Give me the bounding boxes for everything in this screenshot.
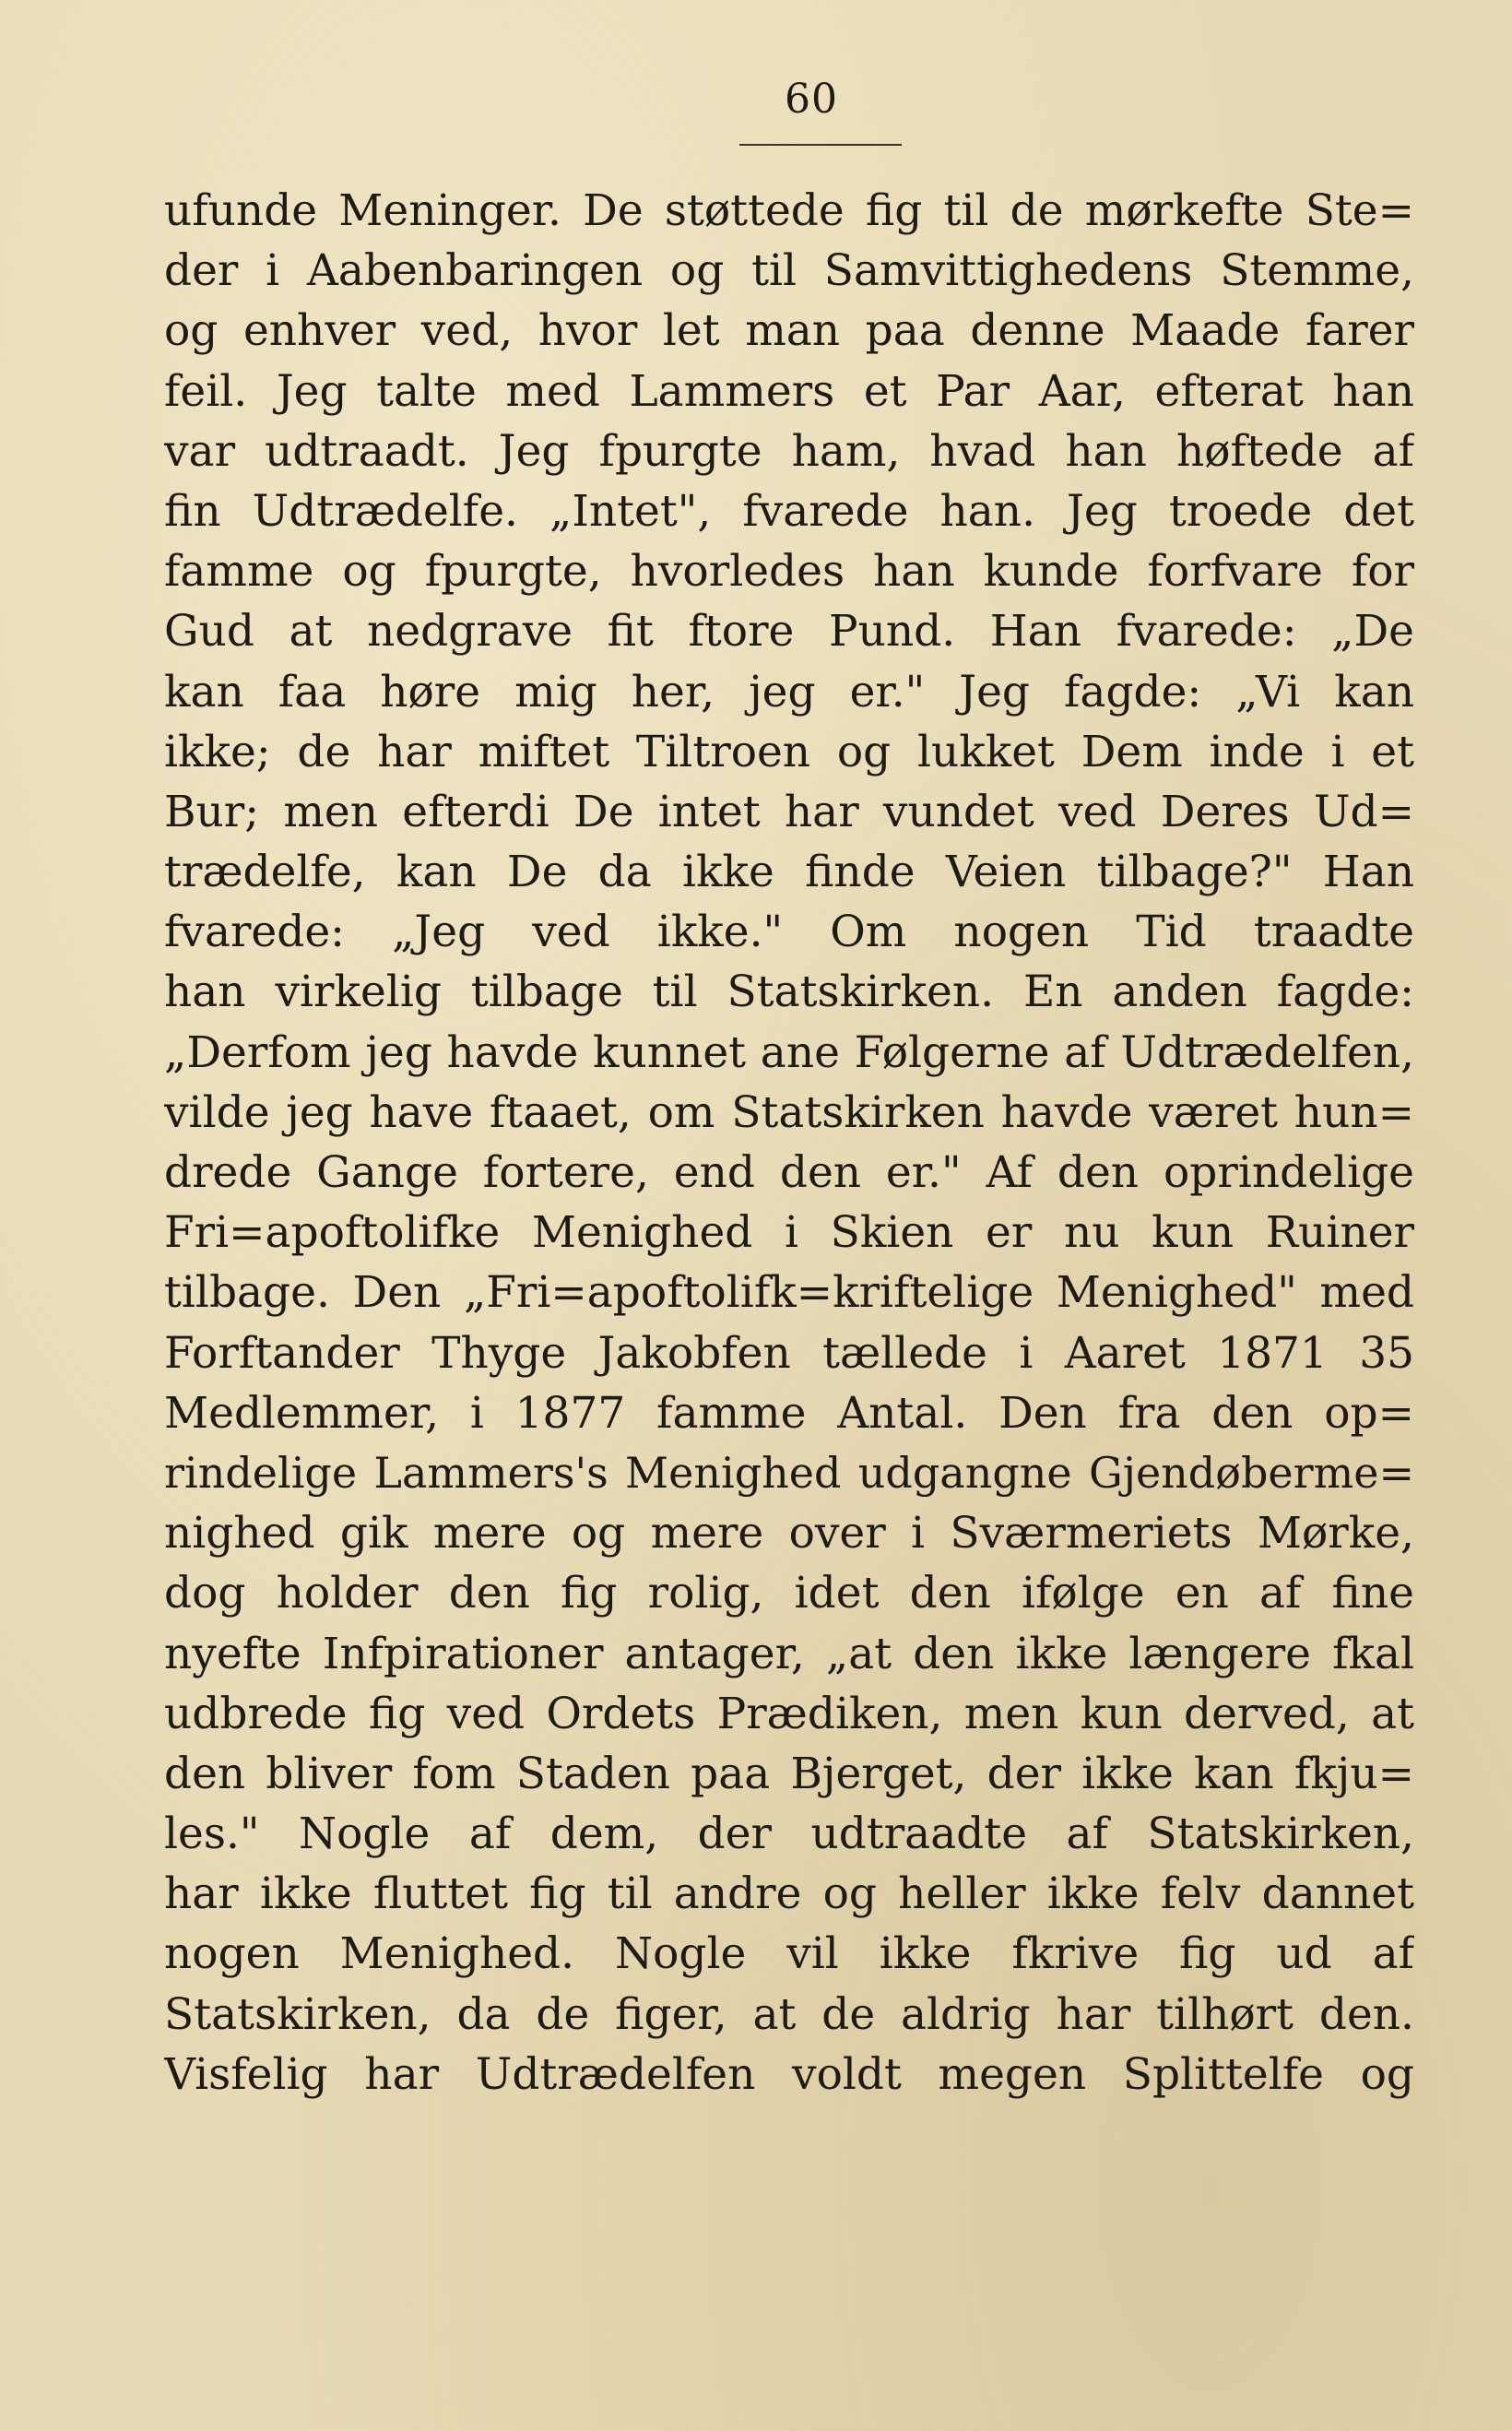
text-line: drede Gange fortere, end den er." Af den oprindelige [164, 1147, 1414, 1198]
text-line: rindelige Lammers's Menighed udgangne Gjendøberme= [164, 1447, 1414, 1498]
text-line: og enhver ved, hvor let man paa denne Maade farer [164, 305, 1414, 357]
text-line: Bur; men efterdi De intet har vundet ved Deres Ud= [164, 786, 1414, 837]
text-line: var udtraadt. Jeg fpurgte ham, hvad han høftede af [164, 425, 1414, 477]
text-line: ikke; de har miftet Tiltroen og lukket Dem inde i et [164, 726, 1414, 777]
text-line: ufunde Meninger. De støttede fig til de mørkefte Ste= [164, 185, 1414, 236]
text-line: tilbage. Den „Fri=apoftolifk=kriftelige Menighed" med [164, 1267, 1414, 1319]
text-line: fin Udtrædelfe. „Intet", fvarede han. Jeg troede det [164, 485, 1414, 537]
text-line: Fri=apoftolifke Menighed i Skien er nu kun Ruiner [164, 1207, 1414, 1259]
text-line: nighed gik mere og mere over i Sværmeriets Mørke, [164, 1508, 1414, 1559]
text-line: les." Nogle af dem, der udtraadte af Statskirken, [164, 1808, 1414, 1860]
text-line: feil. Jeg talte med Lammers et Par Aar, efterat han [164, 365, 1414, 417]
text-line: dog holder den fig rolig, idet den ifølge en af fine [164, 1568, 1414, 1619]
text-line: nyefte Infpirationer antager, „at den ikke længere fkal [164, 1628, 1414, 1679]
text-line: Gud at nedgrave fit ftore Pund. Han fvarede: „De [164, 606, 1414, 658]
text-line: kan faa høre mig her, jeg er." Jeg fagde: „Vi kan [164, 666, 1414, 717]
text-line: den bliver fom Staden paa Bjerget, der ikke kan fkju= [164, 1748, 1414, 1799]
text-line: Medlemmer, i 1877 famme Antal. Den fra den op= [164, 1387, 1414, 1439]
text-line: han virkelig tilbage til Statskirken. En anden fagde: [164, 966, 1414, 1018]
text-line: nogen Menighed. Nogle vil ikke fkrive fig ud af [164, 1928, 1414, 1980]
text-line: der i Aabenbaringen og til Samvittighedens Stemme, [164, 245, 1414, 297]
text-line: trædelfe, kan De da ikke finde Veien tilbage?" Han [164, 847, 1414, 898]
text-line: „Derfom jeg havde kunnet ane Følgerne af Udtrædelfen, [164, 1026, 1414, 1078]
header-rule [739, 144, 902, 146]
page-number: 60 [785, 76, 838, 123]
text-line: udbrede fig ved Ordets Prædiken, men kun derved, at [164, 1688, 1414, 1739]
text-line: Statskirken, da de figer, at de aldrig har tilhørt den. [164, 1988, 1414, 2040]
text-line: fvarede: „Jeg ved ikke." Om nogen Tid traadte [164, 907, 1414, 958]
text-line: vilde jeg have ftaaet, om Statskirken havde været hun= [164, 1086, 1414, 1138]
text-line: Forftander Thyge Jakobfen tællede i Aaret 1871 35 [164, 1327, 1414, 1379]
text-line: har ikke fluttet fig til andre og heller ikke felv dannet [164, 1868, 1414, 1920]
body-text [164, 181, 1414, 2105]
text-line: Visfelig har Udtrædelfen voldt megen Splittelfe og [164, 2048, 1414, 2100]
text-line: famme og fpurgte, hvorledes han kunde forfvare for [164, 546, 1414, 598]
